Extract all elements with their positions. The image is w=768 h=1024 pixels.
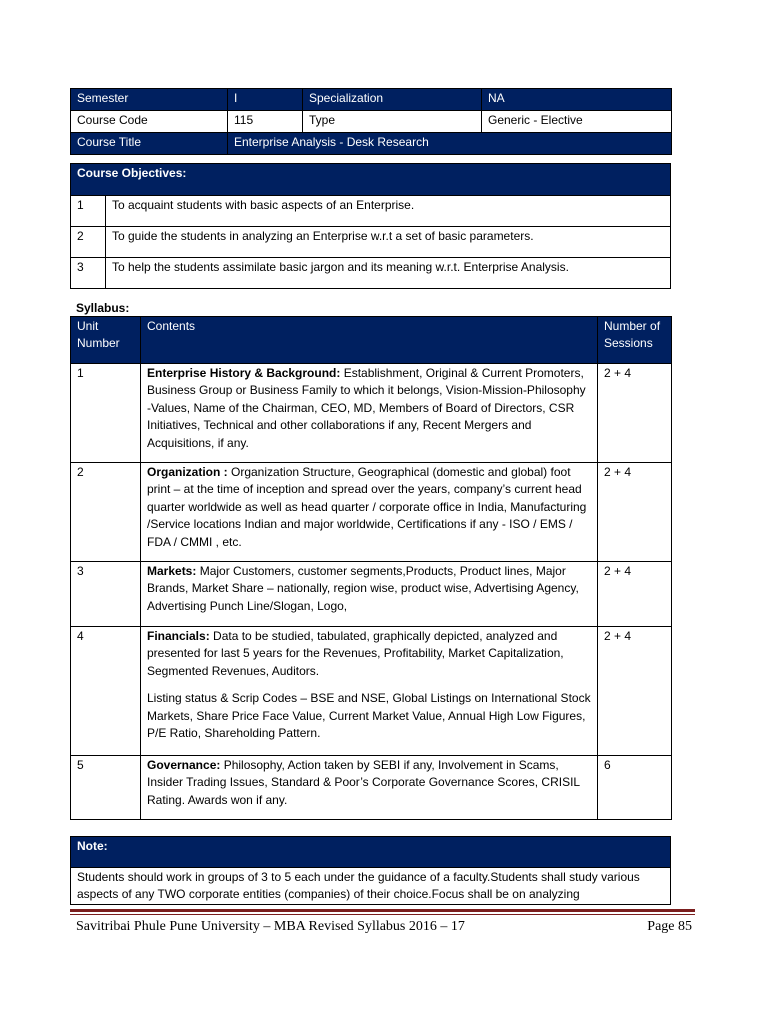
objective-number: 3 [71, 258, 106, 289]
unit-contents [141, 463, 598, 562]
note-text: Students should work in groups of 3 to 5 each under the guidance of a faculty.Students shall study various aspects of any TWO corporate entities (companies) of their choice.Focus shall be on analyzing [71, 868, 671, 905]
note-body-row [71, 868, 671, 905]
objective-row [71, 227, 671, 258]
semester-row [71, 89, 672, 111]
unit-sessions: 2 + 4 [598, 562, 672, 627]
unit-sessions: 2 + 4 [598, 364, 672, 463]
sessions-header: Number of Sessions [598, 317, 672, 364]
semester-label: Semester [71, 89, 228, 111]
syllabus-row [71, 627, 672, 756]
syllabus-label: Syllabus: [76, 301, 130, 315]
unit-topic: Governance: [147, 758, 221, 772]
unit-description-extra: Listing status & Scrip Codes – BSE and NSE, Global Listings on International Stock Markets, Share Price Face Value, Current Market Value, Annual High Low Figures, P/E Ratio, Shareholding Pattern. [147, 691, 591, 741]
objective-row [71, 196, 671, 227]
note-table [70, 836, 671, 905]
syllabus-header-row [71, 317, 672, 364]
course-code-value: 115 [228, 111, 303, 133]
unit-number: 3 [71, 562, 141, 627]
unit-sessions: 6 [598, 756, 672, 820]
type-value: Generic - Elective [482, 111, 672, 133]
syllabus-row [71, 364, 672, 463]
unit-description: Organization Structure, Geographical (domestic and global) foot print – at the time of inception and spread over the years, company’s current head quarter worldwide as well as head quarter / corporate office in India, Manufacturing /Service locations Indian and major worldwide, Certifications if any - ISO / EMS / FDA / CMMI , etc. [147, 465, 587, 549]
footer-rule-thin [70, 914, 695, 915]
course-title-row [71, 133, 672, 155]
type-label: Type [303, 111, 482, 133]
note-heading: Note: [71, 837, 671, 868]
objective-number: 2 [71, 227, 106, 258]
objective-number: 1 [71, 196, 106, 227]
unit-description: Philosophy, Action taken by SEBI if any, Involvement in Scams, Insider Trading Issues, Standard & Poor’s Corporate Governance Scores, CRISIL Rating. Awards won if any. [147, 758, 580, 807]
objective-row [71, 258, 671, 289]
specialization-label: Specialization [303, 89, 482, 111]
syllabus-row [71, 463, 672, 562]
unit-number: 5 [71, 756, 141, 820]
unit-topic: Organization : [147, 465, 228, 479]
objective-text: To acquaint students with basic aspects of an Enterprise. [106, 196, 671, 227]
page-number: Page 85 [647, 919, 692, 934]
unit-description: Data to be studied, tabulated, graphically depicted, analyzed and presented for last 5 years for the Revenues, Profitability, Market Capitalization, Segmented Revenues, Auditors. [147, 629, 564, 678]
unit-number: 1 [71, 364, 141, 463]
objectives-heading: Course Objectives: [71, 164, 671, 196]
objective-text: To guide the students in analyzing an Enterprise w.r.t a set of basic parameters. [106, 227, 671, 258]
footer-title: Savitribai Phule Pune University – MBA Revised Syllabus 2016 – 17 [76, 919, 465, 934]
unit-sessions: 2 + 4 [598, 627, 672, 756]
unit-number: 4 [71, 627, 141, 756]
specialization-value: NA [482, 89, 672, 111]
course-title-label: Course Title [71, 133, 228, 155]
unit-contents [141, 627, 598, 756]
unit-description: Establishment, Original & Current Promoters, Business Group or Business Family to which it belongs, Vision-Mission-Philosophy -Values, Name of the Chairman, CEO, MD, Members of Board of Directors, CSR Initiatives, Technical and other collaborations if any, Recent Mergers and Acquisitions, if any. [147, 366, 586, 450]
objectives-table [70, 163, 671, 289]
objective-text: To help the students assimilate basic jargon and its meaning w.r.t. Enterprise Analysis. [106, 258, 671, 289]
note-header-row [71, 837, 671, 868]
course-title-value: Enterprise Analysis - Desk Research [228, 133, 672, 155]
contents-header: Contents [141, 317, 598, 364]
unit-contents [141, 756, 598, 820]
unit-contents [141, 364, 598, 463]
unit-topic: Markets: [147, 564, 197, 578]
unit-contents [141, 562, 598, 627]
footer-rule [70, 909, 695, 912]
unit-number-header: Unit Number [71, 317, 141, 364]
course-code-label: Course Code [71, 111, 228, 133]
unit-sessions: 2 + 4 [598, 463, 672, 562]
semester-value: I [228, 89, 303, 111]
syllabus-table [70, 316, 672, 820]
course-code-row [71, 111, 672, 133]
unit-number: 2 [71, 463, 141, 562]
objectives-header-row [71, 164, 671, 196]
course-info-table [70, 88, 672, 155]
unit-description: Major Customers, customer segments,Products, Product lines, Major Brands, Market Share – nationally, region wise, product wise, Advertising Agency, Advertising Punch Line/Slogan, Logo, [147, 564, 579, 613]
syllabus-row [71, 562, 672, 627]
unit-topic: Financials: [147, 629, 210, 643]
unit-topic: Enterprise History & Background: [147, 366, 341, 380]
syllabus-row [71, 756, 672, 820]
